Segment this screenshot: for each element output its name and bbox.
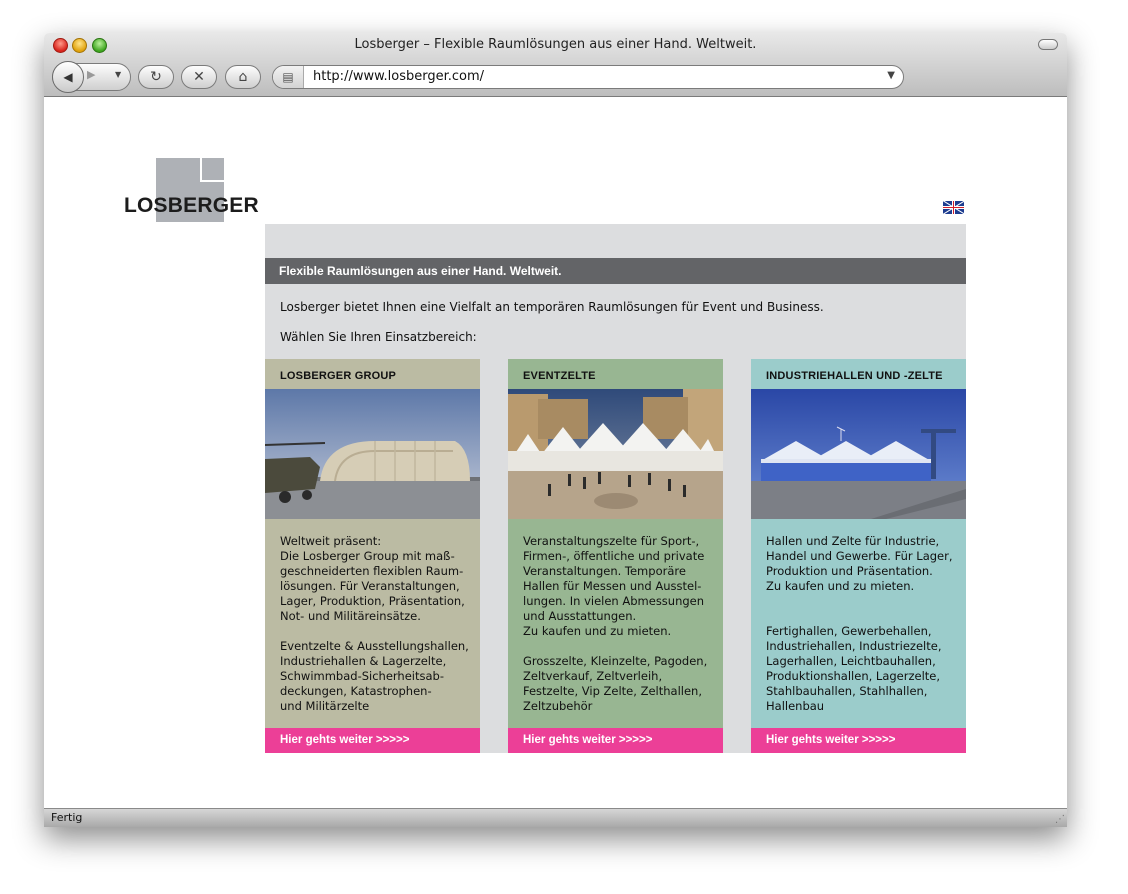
event-tents-photo[interactable]	[508, 389, 723, 519]
column-text: Weltweit präsent: Die Losberger Group mit maß- geschneiderten flexiblen Raum- lösungen. Für Veranstaltungen, Lager, Produktion, Präsentation, Not- und Militäreinsätze. Eventzelte & Ausstellungshallen, Industriehallen & Lagerzelte, Schwimmbad-Sicherheitsab- deckungen, Katastrophen- und Militärzelte	[280, 534, 469, 713]
toolbar-toggle-button[interactable]	[1038, 39, 1058, 50]
column-text: Hallen und Zelte für Industrie, Handel und Gewerbe. Für Lager, Produktion und Präsentation. Zu kaufen und zu mieten. Fertighallen, Gewerbehallen, Industriehallen, Industriezelte, Lagerhallen, Leichtbauhallen, Produktionshallen, Lagerzelte, Stahlbauhallen, Stahlhallen, Hallenbau	[766, 534, 953, 713]
link-label[interactable]: Hier gehts weiter >>>>>	[280, 734, 410, 746]
continue-link-eventzelte[interactable]	[508, 728, 723, 753]
window-title: Losberger – Flexible Raumlösungen aus einer Hand. Weltweit.	[354, 37, 757, 52]
page-icon: ▤	[273, 66, 304, 88]
browser-toolbar	[44, 33, 1067, 97]
main-panel	[265, 224, 966, 753]
uk-flag-icon[interactable]	[943, 201, 964, 214]
intro-text: Losberger bietet Ihnen eine Vielfalt an temporären Raumlösungen für Event und Business.	[280, 300, 824, 314]
url-text: http://www.losberger.com/	[313, 69, 485, 84]
headline-bar	[265, 258, 966, 284]
url-dropdown-icon[interactable]: ▼	[887, 70, 895, 81]
status-text: Fertig	[51, 811, 83, 824]
resize-grip-icon[interactable]: ⋰	[1055, 814, 1065, 825]
continue-link-industrie[interactable]	[751, 728, 966, 753]
choose-area-text: Wählen Sie Ihren Einsatzbereich:	[280, 330, 477, 344]
reload-icon: ↻	[150, 69, 162, 85]
forward-arrow-icon: ▶	[87, 68, 96, 81]
column-title: EVENTZELTE	[523, 370, 596, 382]
home-icon: ⌂	[238, 69, 248, 85]
stop-icon: ✕	[193, 69, 205, 85]
history-nav	[52, 63, 131, 91]
link-label[interactable]: Hier gehts weiter >>>>>	[766, 734, 896, 746]
back-button[interactable]	[52, 61, 84, 93]
status-bar	[44, 808, 1067, 827]
headline: Flexible Raumlösungen aus einer Hand. Weltweit.	[279, 264, 562, 278]
link-label[interactable]: Hier gehts weiter >>>>>	[523, 734, 653, 746]
home-button[interactable]	[225, 65, 261, 89]
column-industriehallen	[751, 359, 966, 753]
forward-button[interactable]	[87, 68, 95, 81]
hangar-photo[interactable]	[265, 389, 480, 519]
stop-button[interactable]	[181, 65, 217, 89]
column-title: INDUSTRIEHALLEN UND -ZELTE	[766, 370, 943, 382]
back-arrow-icon: ◀	[63, 70, 73, 84]
page-content	[44, 97, 1067, 809]
reload-button[interactable]	[138, 65, 174, 89]
continue-link-group[interactable]	[265, 728, 480, 753]
address-bar[interactable]	[272, 65, 904, 89]
logo-text[interactable]: LOSBERGER	[124, 194, 259, 217]
column-text: Veranstaltungszelte für Sport-, Firmen-, öffentliche und private Veranstaltungen. Temporäre Hallen für Messen und Ausstel- lungen. In vielen Abmessungen und Ausstattungen. Zu kaufen und zu mieten. Grosszelte, Kleinzelte, Pagoden, Zeltverkauf, Zeltverleih, Festzelte, Vip Zelte, Zelthallen, Zeltzubehör	[523, 534, 708, 713]
browser-window	[44, 33, 1067, 827]
column-title: LOSBERGER GROUP	[280, 370, 397, 382]
industrial-hall-photo[interactable]	[751, 389, 966, 519]
history-dropdown-icon[interactable]: ▼	[115, 70, 122, 79]
column-losberger-group	[265, 359, 480, 753]
column-eventzelte	[508, 359, 723, 753]
